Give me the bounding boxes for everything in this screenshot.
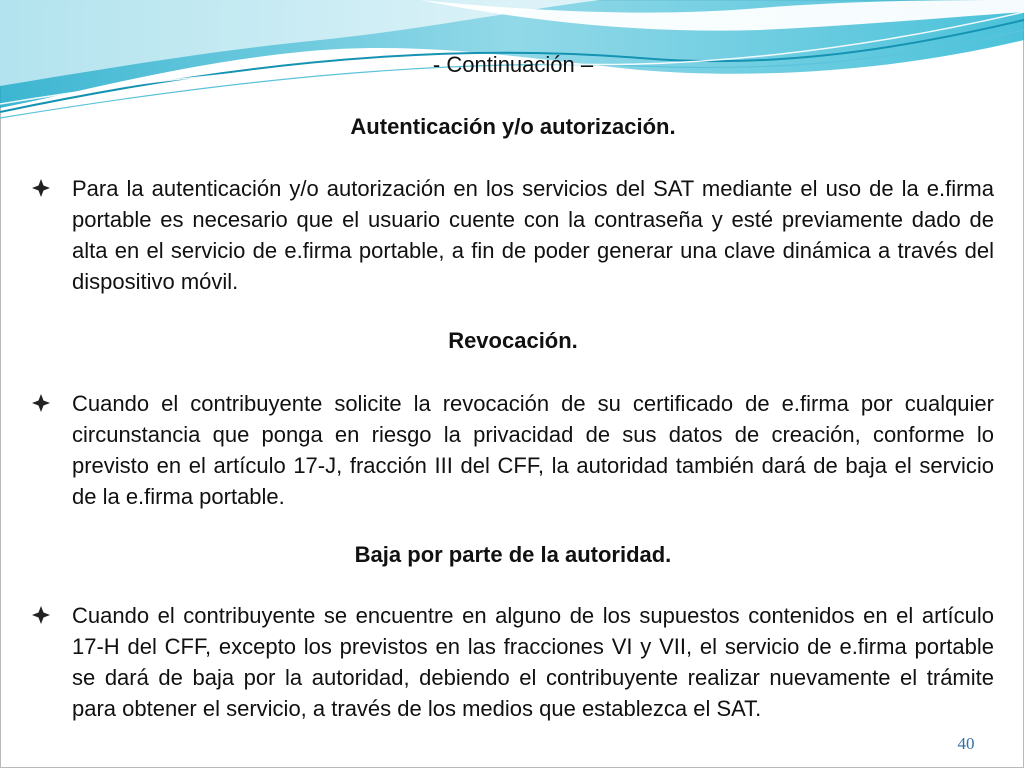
- bullet-text: Cuando el contribuyente se encuentre en alguno de los supuestos contenidos en el artículo 17-H del CFF, excepto los previstos en las fracciones VI y VII, el servicio de e.firma portable se dará de baja por la autoridad, debiendo el contribuyente realizar nuevamente el trámite para obtener el servicio, a través de los medios que establezca el SAT.: [72, 603, 994, 721]
- bullet-item: [32, 600, 994, 724]
- bullet-text: Para la autenticación y/o autorización en los servicios del SAT mediante el uso de la e.firma portable es necesario que el usuario cuente con la contraseña y esté previamente dado de alta en el servicio de e.firma portable, a fin de poder generar una clave dinámica a través del dispositivo móvil.: [72, 176, 994, 294]
- bullet-item: [32, 388, 994, 512]
- diamond-bullet-icon: [32, 173, 72, 202]
- diamond-bullet-icon: [32, 600, 72, 629]
- section-heading-revocacion: Revocación.: [448, 328, 578, 353]
- section-heading-baja: Baja por parte de la autoridad.: [354, 542, 672, 567]
- diamond-bullet-icon: [32, 388, 72, 417]
- bullet-text: Cuando el contribuyente solicite la revocación de su certificado de e.firma por cualquier circunstancia que ponga en riesgo la privacidad de sus datos de creación, conforme lo previsto en el artículo 17-J, fracción III del CFF, la autoridad también dará de baja el servicio de la e.firma portable.: [72, 391, 994, 509]
- page-number: 40: [957, 734, 975, 753]
- section-heading-autenticacion: Autenticación y/o autorización.: [350, 114, 676, 139]
- subtitle: - Continuación –: [432, 52, 594, 77]
- bullet-item: [32, 173, 994, 297]
